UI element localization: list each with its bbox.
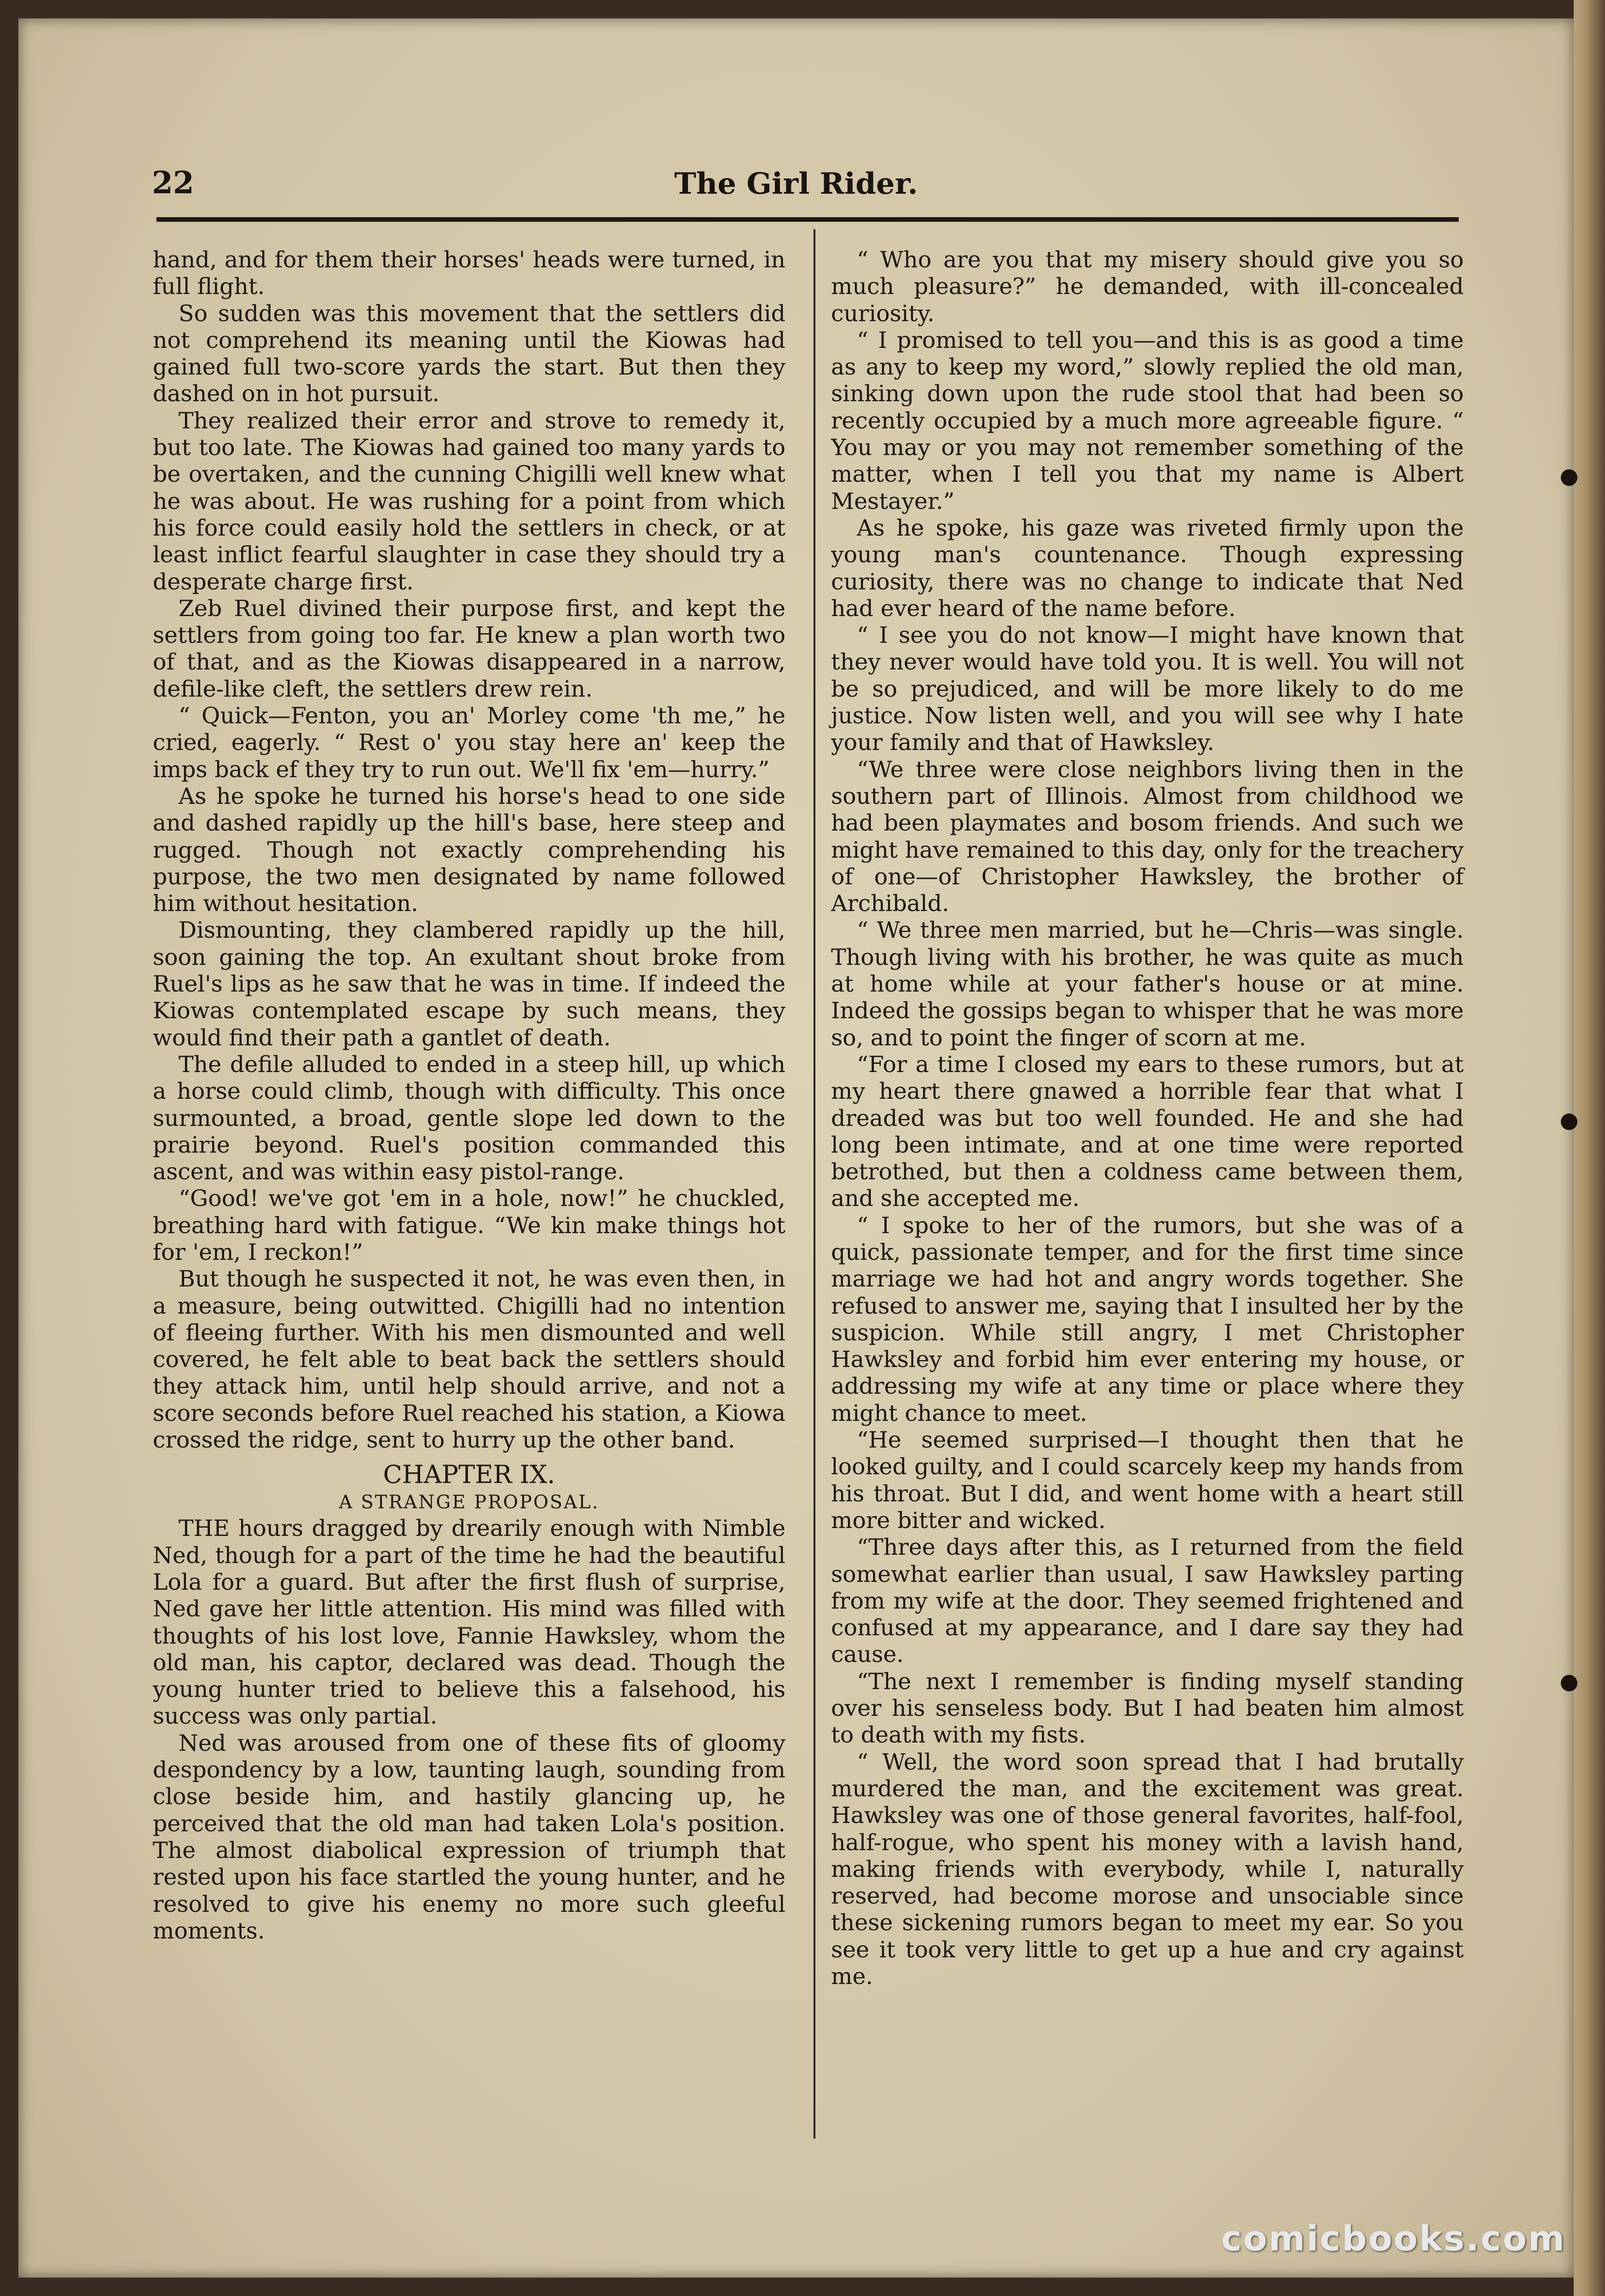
paragraph: “ Well, the word soon spread that I had brutally murdered the man, and the excitement was great. Hawksley was one of those general favorites, half-fool, half-rogue, who spent his money with a lavish hand, making friends with everybody, while I, naturally reserved, had become morose and unsociable since these sickening rumors began to meet my ear. So you see it took very little to get up a hue and cry against me. bbox=[831, 1748, 1464, 1990]
paragraph: So sudden was this movement that the settlers did not comprehend its meaning until the Kiowas had gained full two-score yards the start. But then they dashed on in hot pursuit. bbox=[153, 300, 785, 407]
paragraph: “ Who are you that my misery should give you so much pleasure?” he demanded, with ill-concealed curiosity. bbox=[831, 247, 1464, 327]
header-rule bbox=[156, 217, 1459, 222]
paragraph: The defile alluded to ended in a steep hill, up which a horse could climb, though with difficulty. This once surmounted, a broad, gentle slope led down to the prairie beyond. Ruel's position commanded this ascent, and was within easy pistol-range. bbox=[153, 1051, 785, 1185]
paragraph: “Good! we've got 'em in a hole, now!” he chuckled, breathing hard with fatigue. “We kin make things hot for 'em, I reckon!” bbox=[153, 1185, 785, 1265]
paragraph: “For a time I closed my ears to these rumors, but at my heart there gnawed a horrible fear that what I dreaded was but too well founded. He and she had long been intimate, and at one time were reported betrothed, but then a coldness came between them, and she accepted me. bbox=[831, 1051, 1464, 1212]
paragraph: “ Quick—Fenton, you an' Morley come 'th me,” he cried, eagerly. “ Rest o' you stay here an' keep the imps back ef they try to run out. We'll fix 'em—hurry.” bbox=[153, 703, 785, 783]
paragraph: “ I spoke to her of the rumors, but she was of a quick, passionate temper, and for the first time since marriage we had hot and angry words together. She refused to answer me, saying that I insulted her by the suspicion. While still angry, I met Christopher Hawksley and forbid him ever entering my house, or addressing my wife at any time or place where they might chance to meet. bbox=[831, 1212, 1464, 1426]
paragraph: “The next I remember is finding myself standing over his senseless body. But I had beaten him almost to death with my fists. bbox=[831, 1668, 1464, 1748]
watermark-text: comicbooks.com bbox=[1221, 2218, 1566, 2259]
binding-hole bbox=[1561, 1113, 1577, 1130]
left-column bbox=[153, 247, 785, 1944]
binding-hole bbox=[1561, 1675, 1577, 1691]
page-number: 22 bbox=[152, 165, 194, 201]
paragraph: “Three days after this, as I returned from the field somewhat earlier than usual, I saw Hawksley parting from my wife at the door. They seemed frightened and confused at my appearance, and I dare say they had cause. bbox=[831, 1534, 1464, 1668]
paragraph: Ned was aroused from one of these fits of gloomy despondency by a low, taunting laugh, sounding from close beside him, and hastily glancing up, he perceived that the old man had taken Lola's position. The almost diabolical expression of triumph that rested upon his face startled the young hunter, and he resolved to give his enemy no more such gleeful moments. bbox=[153, 1730, 785, 1944]
paragraph: “We three were close neighbors living then in the southern part of Illinois. Almost from childhood we had been playmates and bosom friends. And such we might have remained to this day, only for the treachery of one—of Christopher Hawksley, the brother of Archibald. bbox=[831, 756, 1464, 917]
paragraph: As he spoke, his gaze was riveted firmly upon the young man's countenance. Though expressing curiosity, there was no change to indicate that Ned had ever heard of the name before. bbox=[831, 514, 1464, 622]
paragraph: Dismounting, they clambered rapidly up the hill, soon gaining the top. An exultant shout broke from Ruel's lips as he saw that he was in time. If indeed the Kiowas contemplated escape by such means, they would find their path a gantlet of death. bbox=[153, 917, 785, 1051]
right-column bbox=[831, 247, 1464, 1990]
paragraph: THE hours dragged by drearily enough with Nimble Ned, though for a part of the time he had the beautiful Lola for a guard. But after the first flush of surprise, Ned gave her little attention. His mind was filled with thoughts of his lost love, Fannie Hawksley, whom the old man, his captor, declared was dead. Though the young hunter tried to believe this a falsehood, his success was only partial. bbox=[153, 1515, 785, 1730]
book-page bbox=[18, 18, 1574, 2278]
paragraph: “He seemed surprised—I thought then that he looked guilty, and I could scarcely keep my hands from his throat. But I did, and went home with a heart still more bitter and wicked. bbox=[831, 1427, 1464, 1534]
column-divider bbox=[814, 229, 815, 2139]
paragraph: But though he suspected it not, he was even then, in a measure, being outwitted. Chigilli had no intention of fleeing further. With his men dismounted and well covered, he felt able to beat back the settlers should they attack him, until help should arrive, and not a score seconds before Ruel reached his station, a Kiowa crossed the ridge, sent to hurry up the other band. bbox=[153, 1266, 785, 1454]
running-head-title: The Girl Rider. bbox=[674, 167, 918, 201]
binding-hole bbox=[1561, 469, 1577, 486]
page-edge bbox=[1574, 0, 1605, 2296]
paragraph: hand, and for them their horses' heads were turned, in full flight. bbox=[153, 247, 785, 300]
paragraph: “ We three men married, but he—Chris—was single. Though living with his brother, he was quite as much at home while at your father's house or at mine. Indeed the gossips began to whisper that he was more so, and to point the finger of scorn at me. bbox=[831, 917, 1464, 1051]
chapter-subtitle: A STRANGE PROPOSAL. bbox=[339, 1492, 600, 1513]
paragraph: Zeb Ruel divined their purpose first, and kept the settlers from going too far. He knew a plan worth two of that, and as the Kiowas disappeared in a narrow, defile-like cleft, the settlers drew rein. bbox=[153, 595, 785, 702]
chapter-title: CHAPTER IX. bbox=[383, 1460, 555, 1489]
paragraph: “ I promised to tell you—and this is as good a time as any to keep my word,” slowly replied the old man, sinking down upon the rude stool that had been so recently occupied by a much more agreeable figure. “ You may or you may not remember something of the matter, when I tell you that my name is Albert Mestayer.” bbox=[831, 327, 1464, 514]
paragraph: As he spoke he turned his horse's head to one side and dashed rapidly up the hill's base, here steep and rugged. Though not exactly comprehending his purpose, the two men designated by name followed him without hesitation. bbox=[153, 783, 785, 917]
paragraph: “ I see you do not know—I might have known that they never would have told you. It is well. You will not be so prejudiced, and will be more likely to do me justice. Now listen well, and you will see why I hate your family and that of Hawksley. bbox=[831, 622, 1464, 756]
paragraph: They realized their error and strove to remedy it, but too late. The Kiowas had gained too many yards to be overtaken, and the cunning Chigilli well knew what he was about. He was rushing for a point from which his force could easily hold the settlers in check, or at least inflict fearful slaughter in case they should try a desperate charge first. bbox=[153, 407, 785, 595]
